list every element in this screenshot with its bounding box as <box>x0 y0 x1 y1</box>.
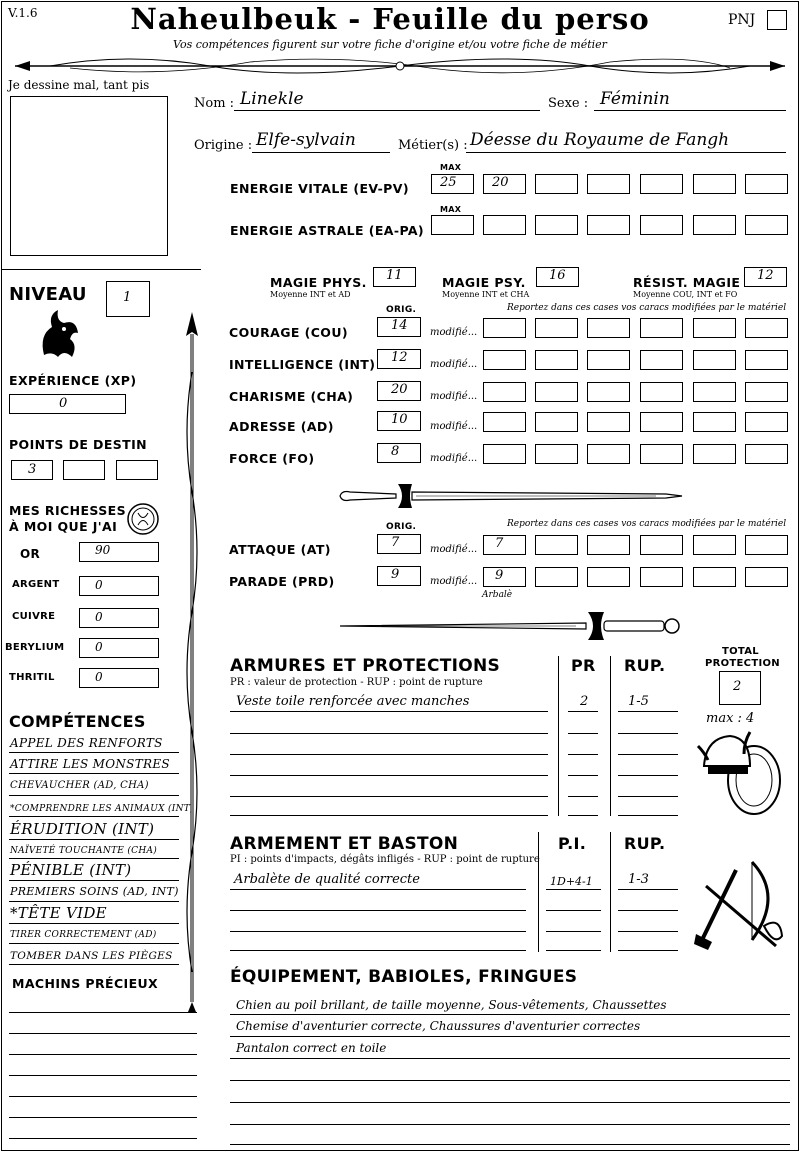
resist-magic-value: 12 <box>757 268 774 283</box>
skill-line <box>9 923 179 924</box>
ev-max-value: 25 <box>440 175 457 190</box>
skill-line <box>9 858 179 859</box>
xp-value: 0 <box>59 396 68 411</box>
skill-line <box>9 901 179 902</box>
ea-box[interactable] <box>745 215 788 235</box>
stat-mod-box[interactable] <box>483 318 526 338</box>
stat-mod-box[interactable] <box>693 444 736 464</box>
stat-mod-box[interactable] <box>587 382 630 402</box>
weapon-line <box>546 931 601 932</box>
stat-mod-box[interactable] <box>483 350 526 370</box>
stat-mod-box[interactable] <box>483 412 526 432</box>
skill-item: *COMPRENDRE LES ANIMAUX (INT) <box>10 804 194 814</box>
weapons-col-rup: RUP. <box>624 834 666 853</box>
precious-title: MACHINS PRÉCIEUX <box>12 976 159 991</box>
skill-line <box>9 943 179 944</box>
skill-item: *TÊTE VIDE <box>10 904 107 922</box>
stat-cou-value: 14 <box>391 318 408 333</box>
armor-line <box>618 775 678 776</box>
armor-row-name[interactable]: Veste toile renforcée avec manches <box>236 694 470 709</box>
stat-mod-box[interactable] <box>745 412 788 432</box>
stat-mod-box[interactable] <box>640 444 683 464</box>
parry-mod-box[interactable] <box>745 567 788 587</box>
version-label: V.1.6 <box>8 6 38 20</box>
armor-row-pr[interactable]: 2 <box>580 694 589 709</box>
wealth-gold-value: 90 <box>95 543 111 557</box>
skill-item: ATTIRE LES MONSTRES <box>10 757 170 771</box>
attack-mod-box[interactable] <box>693 535 736 555</box>
stat-ad-label: ADRESSE (AD) <box>229 419 334 434</box>
weapon-line <box>230 889 526 890</box>
stat-mod-box[interactable] <box>693 318 736 338</box>
equipment-line <box>230 1102 790 1103</box>
job-value[interactable]: Déesse du Royaume de Fangh <box>470 130 730 150</box>
precious-line <box>9 1033 197 1034</box>
stat-mod-box[interactable] <box>745 382 788 402</box>
ea-label: ENERGIE ASTRALE (EA-PA) <box>230 223 425 238</box>
precious-line <box>9 1096 197 1097</box>
stat-fo-label: FORCE (FO) <box>229 451 315 466</box>
armor-line <box>568 775 598 776</box>
ea-box[interactable] <box>693 215 736 235</box>
skill-line <box>9 773 179 774</box>
skill-line <box>9 880 179 881</box>
armor-line <box>568 796 598 797</box>
equipment-line <box>230 1124 790 1125</box>
stat-mod-box[interactable] <box>640 382 683 402</box>
armor-line <box>618 815 678 816</box>
weapons-note: PI : points d'impacts, dégâts infligés - RUP : point de rupture <box>230 854 540 865</box>
destiny-label: POINTS DE DESTIN <box>9 437 148 452</box>
ev-box[interactable] <box>587 174 630 194</box>
stat-mod-box[interactable] <box>693 350 736 370</box>
weapon-row-rup[interactable]: 1-3 <box>628 872 649 887</box>
stat-modified-label: modifié... <box>430 453 478 464</box>
weapons-icon <box>692 856 788 952</box>
origin-label: Origine : <box>194 138 253 153</box>
weapon-line <box>546 910 601 911</box>
wealth-label-1: MES RICHESSES <box>9 503 126 518</box>
name-line <box>234 110 540 111</box>
wealth-thritil-box[interactable] <box>79 668 159 688</box>
armor-line <box>230 733 548 734</box>
precious-line <box>9 1075 197 1076</box>
resist-magic-label: RÉSIST. MAGIE <box>633 275 741 290</box>
armor-line <box>230 711 548 712</box>
armor-col-pr: PR <box>571 656 596 675</box>
total-protection-value: 2 <box>733 679 742 694</box>
stat-mod-box[interactable] <box>587 412 630 432</box>
skill-item: PREMIERS SOINS (AD, INT) <box>10 885 179 898</box>
wealth-copper-box[interactable] <box>79 608 159 628</box>
ev-current-value: 20 <box>492 175 509 190</box>
precious-line <box>9 1054 197 1055</box>
ea-box[interactable] <box>640 215 683 235</box>
origin-line <box>252 152 390 153</box>
stat-fo-value: 8 <box>391 444 400 459</box>
weapon-row-name[interactable]: Arbalète de qualité correcte <box>234 872 420 887</box>
ev-box[interactable] <box>535 174 578 194</box>
armor-line <box>618 733 678 734</box>
npc-label: PNJ <box>728 12 756 28</box>
parry-mod-value: 9 <box>495 568 504 583</box>
ev-box[interactable] <box>640 174 683 194</box>
skill-item: PÉNIBLE (INT) <box>10 861 132 879</box>
xp-box[interactable] <box>9 394 126 414</box>
combat-note: Reportez dans ces cases vos caracs modifiées par le matériel <box>507 519 787 529</box>
wealth-thritil-label: THRITIL <box>9 672 55 683</box>
stat-modified-label: modifié... <box>430 391 478 402</box>
armor-row-rup[interactable]: 1-5 <box>628 694 649 709</box>
weapon-line <box>230 950 526 951</box>
stat-int-value: 12 <box>391 350 408 365</box>
weapon-row-pi[interactable]: 1D+4-1 <box>550 875 593 888</box>
portrait-caption: Je dessine mal, tant pis <box>8 78 150 92</box>
parry-note: Arbalè <box>482 590 513 600</box>
armor-line <box>230 815 548 816</box>
stat-mod-box[interactable] <box>535 382 578 402</box>
weapons-col-divider <box>538 832 539 952</box>
job-label: Métier(s) : <box>398 138 468 153</box>
armor-line <box>230 775 548 776</box>
resist-magic-note: Moyenne COU, INT et FO <box>633 290 738 299</box>
ev-box[interactable] <box>745 174 788 194</box>
stat-mod-box[interactable] <box>587 444 630 464</box>
sex-line <box>594 110 786 111</box>
weapon-line <box>546 950 601 951</box>
wealth-silver-value: 0 <box>95 578 103 592</box>
armor-line <box>230 796 548 797</box>
precious-line <box>9 1138 197 1139</box>
equipment-line <box>230 1014 790 1015</box>
helmet-shield-icon <box>694 726 786 822</box>
total-protection-max: max : 4 <box>706 711 755 726</box>
npc-checkbox[interactable] <box>767 10 787 30</box>
stat-mod-box[interactable] <box>640 318 683 338</box>
stat-modified-label: modifié... <box>430 421 478 432</box>
wealth-berylium-box[interactable] <box>79 638 159 658</box>
skill-line <box>9 752 179 753</box>
ea-box[interactable] <box>483 215 526 235</box>
parry-value: 9 <box>391 567 400 582</box>
portrait-box[interactable] <box>10 96 168 256</box>
skill-item: CHEVAUCHER (AD, CHA) <box>10 780 149 791</box>
ea-box[interactable] <box>535 215 578 235</box>
stat-mod-box[interactable] <box>745 318 788 338</box>
wealth-copper-value: 0 <box>95 610 103 624</box>
weapon-line <box>618 931 678 932</box>
sword-icon <box>336 606 686 646</box>
weapons-title: ARMEMENT ET BASTON <box>230 834 459 854</box>
armor-line <box>568 815 598 816</box>
ea-box[interactable] <box>587 215 630 235</box>
equipment-line <box>230 1036 790 1037</box>
attack-modified-label: modifié... <box>430 544 478 555</box>
parry-mod-box[interactable] <box>640 567 683 587</box>
precious-line <box>9 1012 197 1013</box>
attack-mod-box[interactable] <box>483 535 526 555</box>
weapon-line <box>618 889 678 890</box>
armor-line <box>568 754 598 755</box>
attack-mod-box[interactable] <box>640 535 683 555</box>
attack-mod-value: 7 <box>495 536 504 551</box>
skill-line <box>9 964 179 965</box>
destiny-box-3[interactable] <box>116 460 158 480</box>
magic-phys-note: Moyenne INT et AD <box>270 290 351 299</box>
skill-line <box>9 795 179 796</box>
wealth-gold-label: OR <box>20 547 41 561</box>
ev-label: ENERGIE VITALE (EV-PV) <box>230 181 409 196</box>
skill-line <box>9 839 179 840</box>
stat-mod-box[interactable] <box>587 318 630 338</box>
magic-psy-note: Moyenne INT et CHA <box>442 290 530 299</box>
weapon-line <box>230 910 526 911</box>
stat-mod-box[interactable] <box>693 382 736 402</box>
stat-mod-box[interactable] <box>535 350 578 370</box>
stat-int-label: INTELLIGENCE (INT) <box>229 357 376 372</box>
stat-ad-value: 10 <box>391 412 408 427</box>
equipment-line <box>230 1144 790 1145</box>
ev-max-label: MAX <box>440 163 462 172</box>
stat-mod-box[interactable] <box>640 350 683 370</box>
job-line <box>466 152 786 153</box>
stat-mod-box[interactable] <box>587 350 630 370</box>
stat-cou-label: COURAGE (COU) <box>229 325 348 340</box>
weapon-line <box>546 889 601 890</box>
stat-modified-label: modifié... <box>430 359 478 370</box>
stat-mod-box[interactable] <box>483 444 526 464</box>
skill-item: NAÏVETÉ TOUCHANTE (CHA) <box>10 846 158 856</box>
wealth-silver-box[interactable] <box>79 576 159 596</box>
name-value[interactable]: Linekle <box>240 89 304 109</box>
destiny-box-2[interactable] <box>63 460 105 480</box>
parry-mod-box[interactable] <box>483 567 526 587</box>
armor-col-divider <box>558 656 559 816</box>
coin-icon <box>126 502 160 536</box>
precious-line <box>9 1117 197 1118</box>
wealth-gold-box[interactable] <box>79 542 159 562</box>
level-value: 1 <box>123 290 132 305</box>
equipment-line-text[interactable]: Chemise d'aventurier correcte, Chaussures d'aventurier correctes <box>236 1019 641 1033</box>
spear-icon <box>180 312 204 1012</box>
sheet-subtitle: Vos compétences figurent sur votre fiche d'origine et/ou votre fiche de métier <box>173 38 607 51</box>
stat-mod-box[interactable] <box>483 382 526 402</box>
armor-note: PR : valeur de protection - RUP : point de rupture <box>230 677 483 688</box>
dragon-icon <box>34 305 84 365</box>
weapons-col-divider <box>610 832 611 952</box>
weapons-col-pi: P.I. <box>558 834 587 853</box>
xp-label: EXPÉRIENCE (XP) <box>9 373 137 388</box>
equipment-line-text[interactable]: Chien au poil brillant, de taille moyenne, Sous-vêtements, Chaussettes <box>236 998 667 1012</box>
magic-psy-label: MAGIE PSY. <box>442 275 526 290</box>
armor-line <box>618 711 678 712</box>
armor-line <box>568 711 598 712</box>
magic-phys-label: MAGIE PHYS. <box>270 275 367 290</box>
magic-psy-value: 16 <box>549 268 566 283</box>
skills-title: COMPÉTENCES <box>9 712 146 731</box>
skill-item: TIRER CORRECTEMENT (AD) <box>10 930 157 940</box>
attack-mod-box[interactable] <box>745 535 788 555</box>
wealth-berylium-value: 0 <box>95 640 103 654</box>
skill-line <box>9 816 179 817</box>
weapon-line <box>618 950 678 951</box>
armor-line <box>230 754 548 755</box>
left-column-divider <box>1 269 201 270</box>
sword-icon <box>336 478 686 514</box>
parry-mod-box[interactable] <box>587 567 630 587</box>
stat-modified-label: modifié... <box>430 327 478 338</box>
sex-value[interactable]: Féminin <box>600 89 670 109</box>
name-label: Nom : <box>194 96 235 111</box>
total-protection-label-1: TOTAL <box>722 646 759 657</box>
skill-item: ÉRUDITION (INT) <box>10 820 155 838</box>
stat-mod-box[interactable] <box>535 318 578 338</box>
armor-col-rup: RUP. <box>624 656 666 675</box>
sheet-title: Naheulbeuk - Feuille du perso <box>130 2 650 36</box>
stat-mod-box[interactable] <box>745 444 788 464</box>
sex-label: Sexe : <box>548 96 589 111</box>
parry-mod-box[interactable] <box>693 567 736 587</box>
ev-box[interactable] <box>693 174 736 194</box>
stat-mod-box[interactable] <box>640 412 683 432</box>
wealth-thritil-value: 0 <box>95 670 103 684</box>
origin-value[interactable]: Elfe-sylvain <box>256 130 356 150</box>
armor-line <box>568 733 598 734</box>
equipment-title: ÉQUIPEMENT, BABIOLES, FRINGUES <box>230 967 578 987</box>
destiny-value: 3 <box>28 462 37 477</box>
armor-line <box>618 796 678 797</box>
stat-mod-box[interactable] <box>535 444 578 464</box>
wealth-berylium-label: BERYLIUM <box>5 642 65 653</box>
weapon-line <box>230 931 526 932</box>
stat-mod-box[interactable] <box>535 412 578 432</box>
wealth-silver-label: ARGENT <box>12 579 60 590</box>
wealth-label-2: À MOI QUE J'AI <box>9 519 118 534</box>
stats-note: Reportez dans ces cases vos caracs modifiées par le matériel <box>507 303 787 313</box>
attack-label: ATTAQUE (AT) <box>229 542 331 557</box>
stat-cha-value: 20 <box>391 382 408 397</box>
combat-orig-label: ORIG. <box>386 522 417 532</box>
ea-max-label: MAX <box>440 205 462 214</box>
weapon-line <box>618 910 678 911</box>
magic-phys-value: 11 <box>386 268 403 283</box>
attack-mod-box[interactable] <box>587 535 630 555</box>
stats-orig-label: ORIG. <box>386 305 417 315</box>
armor-col-divider <box>610 656 611 816</box>
parry-label: PARADE (PRD) <box>229 574 335 589</box>
equipment-line-text[interactable]: Pantalon correct en toile <box>236 1041 387 1055</box>
attack-mod-box[interactable] <box>535 535 578 555</box>
total-protection-label-2: PROTECTION <box>705 658 780 669</box>
stat-mod-box[interactable] <box>745 350 788 370</box>
equipment-line <box>230 1080 790 1081</box>
ea-max-box[interactable] <box>431 215 474 235</box>
level-label: NIVEAU <box>9 284 87 305</box>
parry-mod-box[interactable] <box>535 567 578 587</box>
wealth-copper-label: CUIVRE <box>12 611 56 622</box>
attack-value: 7 <box>391 535 400 550</box>
equipment-line <box>230 1058 790 1059</box>
parry-modified-label: modifié... <box>430 576 478 587</box>
skill-item: TOMBER DANS LES PIÈGES <box>10 950 173 962</box>
stat-cha-label: CHARISME (CHA) <box>229 389 354 404</box>
armor-line <box>618 754 678 755</box>
stat-mod-box[interactable] <box>693 412 736 432</box>
skill-item: APPEL DES RENFORTS <box>10 736 163 750</box>
armor-title: ARMURES ET PROTECTIONS <box>230 656 501 676</box>
